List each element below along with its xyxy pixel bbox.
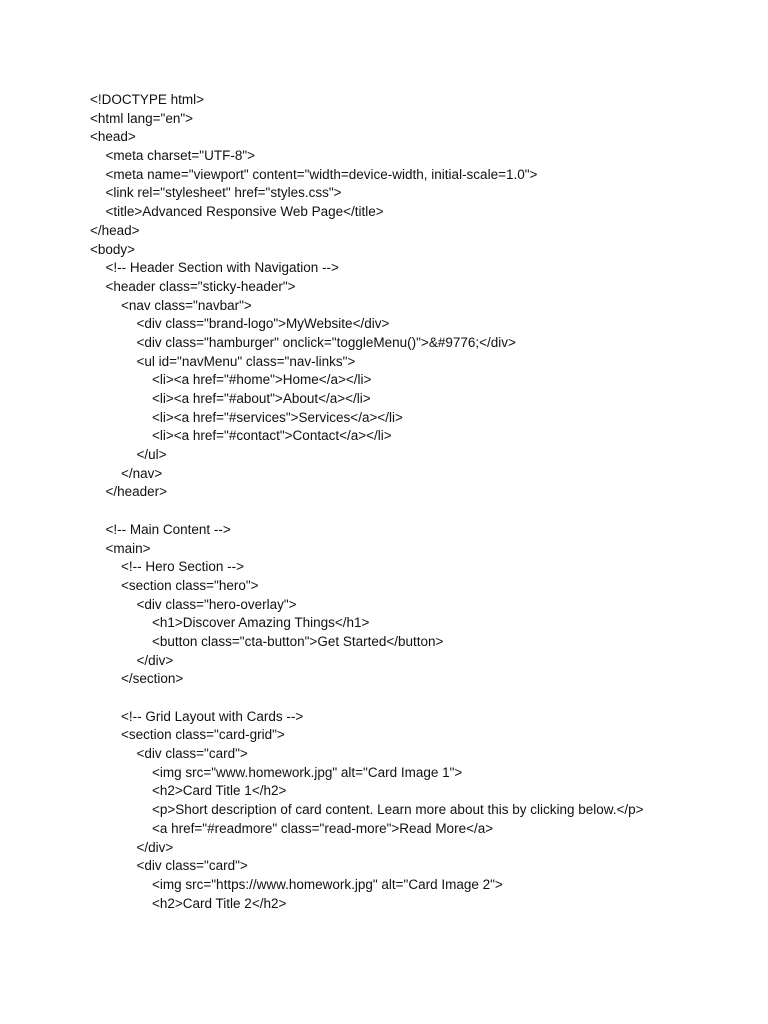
code-line: <div class="hero-overlay"> [136,596,297,612]
code-line: </nav> [121,465,163,481]
code-line: </header> [105,484,168,500]
code-line: <img src="www.homework.jpg" alt="Card Image 1"> [152,764,463,780]
code-line: <p>Short description of card content. Learn more about this by clicking below.</p> [152,802,644,818]
code-line: <section class="card-grid"> [121,727,285,743]
code-line: <img src="https://www.homework.jpg" alt="Card Image 2"> [152,876,503,892]
code-line: <button class="cta-button">Get Started</button> [152,633,444,649]
code-line: <nav class="navbar"> [121,297,252,313]
code-line: <!-- Hero Section --> [121,559,245,575]
code-line: <ul id="navMenu" class="nav-links"> [136,353,356,369]
code-line: <!-- Main Content --> [105,521,231,537]
code-line: <head> [90,129,136,145]
code-line [90,502,750,521]
code-line: <main> [105,540,151,556]
code-line: <!-- Header Section with Navigation --> [105,260,339,276]
code-line: <meta name="viewport" content="width=device-width, initial-scale=1.0"> [105,166,538,182]
code-line: <h2>Card Title 2</h2> [152,895,287,911]
code-line: <li><a href="#services">Services</a></li> [152,409,403,425]
code-line: <li><a href="#home">Home</a></li> [152,372,372,388]
code-line [90,689,750,708]
code-line: </head> [90,222,140,238]
code-line: <h2>Card Title 1</h2> [152,783,287,799]
code-line: <li><a href="#contact">Contact</a></li> [152,428,392,444]
code-line: <section class="hero"> [121,577,259,593]
code-line: <a href="#readmore" class="read-more">Read More</a> [152,820,494,836]
code-line: <meta charset="UTF-8"> [105,148,256,164]
code-line: </div> [136,839,174,855]
code-line: <div class="card"> [136,858,248,874]
code-line: <!DOCTYPE html> [90,92,205,107]
code-line: <div class="card"> [136,746,248,762]
code-line: <link rel="stylesheet" href="styles.css"> [105,185,342,201]
code-line: </section> [121,671,184,687]
code-line: <html lang="en"> [90,110,194,126]
code-line: <h1>Discover Amazing Things</h1> [152,615,370,631]
code-line: <div class="brand-logo">MyWebsite</div> [136,316,390,332]
code-line: </div> [136,652,174,668]
code-line: <li><a href="#about">About</a></li> [152,391,371,406]
code-line: <!-- Grid Layout with Cards --> [121,708,304,724]
code-line: </ul> [136,447,167,463]
code-line: <div class="hamburger" onclick="toggleMenu()">&#9776;</div> [136,334,516,350]
code-line: <header class="sticky-header"> [105,278,296,294]
code-line: <title>Advanced Responsive Web Page</title> [105,204,384,220]
code-line: <body> [90,241,136,257]
code-listing [90,91,750,913]
